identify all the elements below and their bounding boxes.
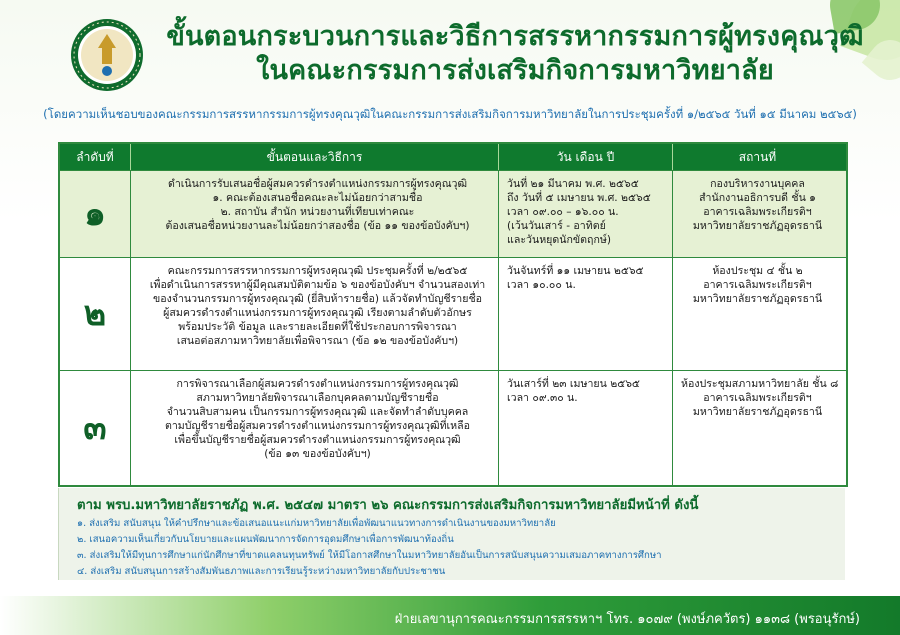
law-item: ๒. เสนอความเห็นเกี่ยวกับนโยบายและแผนพัฒนาการจัดการอุดมศึกษาเพื่อการพัฒนาท้องถิ่น [77, 534, 454, 545]
row-number: ๑ [84, 194, 106, 234]
date-line: เวลา ๐๙.๐๐ – ๑๖.๐๐ น. [507, 206, 619, 218]
date-line: (เว้นวันเสาร์ - อาทิตย์ [507, 220, 606, 232]
date-line: ถึง วันที่ ๕ เมษายน พ.ศ. ๒๕๖๕ [507, 192, 651, 204]
place-line: มหาวิทยาลัยราชภัฏอุดรธานี [692, 293, 823, 305]
footer-contact: ฝ่ายเลขานุการคณะกรรมการสรรหาฯ โทร. ๑๐๗๙ (พงษ์ภควัตร) ๑๑๓๘ (พรอนุรักษ์) [394, 612, 860, 627]
table-header-row [60, 144, 846, 170]
step-line: เพื่อขึ้นบัญชีรายชื่อผู้สมควรดำรงตำแหน่งกรรมการผู้ทรงคุณวุฒิ [174, 434, 461, 446]
header-steps: ขั้นตอนและวิธีการ [130, 144, 498, 170]
step-line: ดำเนินการรับเสนอชื่อผู้สมควรดำรงตำแหน่งกรรมการผู้ทรงคุณวุฒิ [167, 178, 468, 190]
date-line: วันเสาร์ที่ ๒๓ เมษายน ๒๕๖๕ [507, 378, 640, 390]
step-line: พร้อมประวัติ ข้อมูล และรายละเอียดที่ใช้ประกอบการพิจารณา [178, 321, 457, 333]
date-line: เวลา ๐๙.๓๐ น. [507, 392, 578, 404]
title-line-2: ในคณะกรรมการส่งเสริมกิจการมหาวิทยาลัย [256, 55, 774, 86]
date-line: วันที่ ๒๑ มีนาคม พ.ศ. ๒๕๖๕ [507, 178, 639, 190]
header-order: ลำดับที่ [76, 150, 114, 164]
row-dates [498, 371, 672, 485]
page-title [155, 20, 875, 88]
step-line: เพื่อดำเนินการสรรหาผู้มีคุณสมบัติตามข้อ ๖ ของข้อบังคับฯ จำนวนสองเท่า [149, 279, 486, 291]
date-line: และวันหยุดนักขัตฤกษ์) [507, 234, 611, 246]
place-line: มหาวิทยาลัยราชภัฏอุดรธานี [692, 406, 823, 418]
header-place: สถานที่ [672, 144, 842, 170]
table-row [60, 170, 846, 257]
law-item: ๓. ส่งเสริมให้มีทุนการศึกษาแก่นักศึกษาที่ขาดแคลนทุนทรัพย์ ให้มีโอกาสศึกษาในมหาวิทยาลัยอันเป็นการสนับสนุนความเสมอภาคทางการศึกษา [77, 550, 662, 561]
row-number: ๒ [83, 294, 107, 334]
law-item: ๑. ส่งเสริม สนับสนุน ให้คำปรึกษาและข้อเสนอแนะแก่มหาวิทยาลัยเพื่อพัฒนาแนวทางการดำเนินงานของมหาวิทยาลัย [77, 518, 556, 529]
step-line: คณะกรรมการสรรหากรรมการผู้ทรงคุณวุฒิ ประชุมครั้งที่ ๒/๒๕๖๕ [167, 265, 468, 277]
step-line: สภามหาวิทยาลัยพิจารณาเลือกบุคคลตามบัญชีรายชื่อ [196, 392, 439, 404]
step-line: ต้องเสนอชื่อหน่วยงานละไม่น้อยกว่าสองชื่อ (ข้อ ๑๑ ของข้อบังคับฯ) [165, 220, 470, 232]
step-line: ๑. คณะต้องเสนอชื่อคณะละไม่น้อยกว่าสามชื่อ [212, 192, 423, 204]
row-place [672, 171, 842, 257]
law-duties-box [58, 488, 845, 580]
row-place [672, 371, 842, 485]
place-line: อาคารเฉลิมพระเกียรติฯ [703, 206, 812, 218]
law-title: ตาม พรบ.มหาวิทยาลัยราชภัฏ พ.ศ. ๒๕๔๗ มาตรา ๒๖ คณะกรรมการส่งเสริมกิจการมหาวิทยาลัยมีหน้าที่ ดังนี้ [77, 498, 699, 513]
row-dates [498, 258, 672, 370]
step-line: เสนอต่อสภามหาวิทยาลัยเพื่อพิจารณา (ข้อ ๑๒ ของข้อบังคับฯ) [176, 335, 459, 347]
place-line: ห้องประชุม ๔ ชั้น ๒ [712, 265, 803, 277]
row-steps [130, 258, 498, 370]
date-line: วันจันทร์ที่ ๑๑ เมษายน ๒๕๖๕ [507, 265, 644, 277]
place-line: กองบริหารงานบุคคล [710, 178, 805, 190]
university-seal-logo [70, 18, 144, 92]
row-place [672, 258, 842, 370]
table-row [60, 257, 846, 370]
law-item: ๔. ส่งเสริม สนับสนุนการสร้างสัมพันธภาพและการเรียนรู้ระหว่างมหาวิทยาลัยกับประชาชน [77, 566, 446, 577]
place-line: สำนักงานอธิการบดี ชั้น ๑ [699, 192, 816, 204]
step-line: ผู้สมควรดำรงตำแหน่งกรรมการผู้ทรงคุณวุฒิ เรียงตามลำดับตัวอักษร [163, 307, 472, 319]
step-line: ๒. สถาบัน สำนัก หน่วยงานที่เทียบเท่าคณะ [220, 206, 415, 218]
row-number: ๓ [83, 408, 107, 448]
step-line: (ข้อ ๑๓ ของข้อบังคับฯ) [264, 448, 371, 460]
place-line: อาคารเฉลิมพระเกียรติฯ [703, 392, 812, 404]
table-row [60, 370, 846, 485]
process-table [58, 142, 848, 487]
place-line: ห้องประชุมสภามหาวิทยาลัย ชั้น ๘ [681, 378, 839, 390]
row-steps [130, 371, 498, 485]
page-subtitle: (โดยความเห็นชอบของคณะกรรมการสรรหากรรมการผู้ทรงคุณวุฒิในคณะกรรมการส่งเสริมกิจการมหาวิทยาลัยในการประชุมครั้งที่ ๑/๒๕๖๕ วันที่ ๑๕ มีนาคม ๒๕๖๕) [43, 107, 857, 121]
row-steps [130, 171, 498, 257]
footer-bar [0, 596, 900, 635]
step-line: จำนวนสิบสามคน เป็นกรรมการผู้ทรงคุณวุฒิ และจัดทำลำดับบุคคล [166, 406, 469, 418]
step-line: การพิจารณาเลือกผู้สมควรดำรงตำแหน่งกรรมการผู้ทรงคุณวุฒิ [176, 378, 459, 390]
row-dates [498, 171, 672, 257]
title-line-1: ขั้นตอนกระบวนการและวิธีการสรรหากรรมการผู้ทรงคุณวุฒิ [166, 21, 864, 52]
header-date: วัน เดือน ปี [498, 144, 672, 170]
place-line: มหาวิทยาลัยราชภัฏอุดรธานี [692, 220, 823, 232]
place-line: อาคารเฉลิมพระเกียรติฯ [703, 279, 812, 291]
step-line: ตามบัญชีรายชื่อผู้สมควรดำรงตำแหน่งกรรมการผู้ทรงคุณวุฒิที่เหลือ [164, 420, 471, 432]
date-line: เวลา ๑๐.๐๐ น. [507, 279, 576, 291]
step-line: ของจำนวนกรรมการผู้ทรงคุณวุฒิ (ยี่สิบห้ารายชื่อ) แล้วจัดทำบัญชีรายชื่อ [152, 293, 483, 305]
